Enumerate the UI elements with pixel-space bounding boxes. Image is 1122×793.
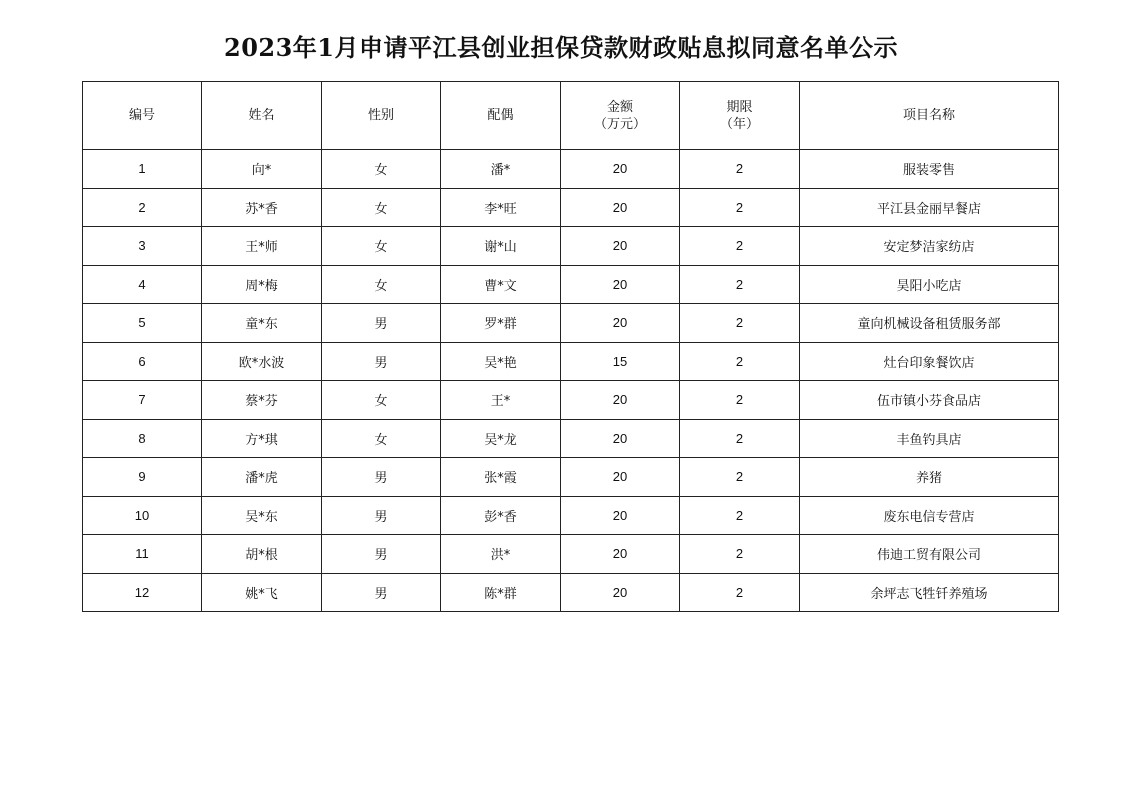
cell-gender: 男 xyxy=(322,573,441,612)
cell-term: 2 xyxy=(680,535,800,574)
cell-gender: 男 xyxy=(322,535,441,574)
header-amount-unit: （万元） xyxy=(593,116,646,132)
cell-term: 2 xyxy=(680,458,800,497)
header-project: 项目名称 xyxy=(800,82,1059,150)
cell-no: 6 xyxy=(83,342,202,381)
cell-no: 3 xyxy=(83,227,202,266)
cell-gender: 女 xyxy=(322,419,441,458)
cell-gender: 男 xyxy=(322,496,441,535)
cell-amount: 20 xyxy=(561,188,680,227)
cell-spouse: 彭*香 xyxy=(441,496,561,535)
cell-no: 2 xyxy=(83,188,202,227)
cell-amount: 20 xyxy=(561,381,680,420)
header-term-label: 期限 xyxy=(726,99,753,115)
cell-no: 11 xyxy=(83,535,202,574)
table-row xyxy=(83,496,1059,535)
cell-name: 姚*飞 xyxy=(202,573,322,612)
table-row xyxy=(83,535,1059,574)
cell-gender: 男 xyxy=(322,304,441,343)
applicant-table xyxy=(82,81,1059,612)
cell-gender: 女 xyxy=(322,381,441,420)
table-row xyxy=(83,188,1059,227)
cell-project: 丰鱼钓具店 xyxy=(800,419,1059,458)
cell-amount: 20 xyxy=(561,535,680,574)
cell-term: 2 xyxy=(680,342,800,381)
table-row xyxy=(83,381,1059,420)
table-row xyxy=(83,150,1059,189)
cell-spouse: 潘* xyxy=(441,150,561,189)
cell-spouse: 李*旺 xyxy=(441,188,561,227)
cell-term: 2 xyxy=(680,304,800,343)
table-row xyxy=(83,265,1059,304)
cell-no: 12 xyxy=(83,573,202,612)
cell-term: 2 xyxy=(680,265,800,304)
cell-project: 昊阳小吃店 xyxy=(800,265,1059,304)
cell-name: 胡*根 xyxy=(202,535,322,574)
cell-no: 1 xyxy=(83,150,202,189)
cell-gender: 女 xyxy=(322,150,441,189)
header-row xyxy=(83,82,1059,150)
cell-spouse: 吴*艳 xyxy=(441,342,561,381)
cell-term: 2 xyxy=(680,381,800,420)
cell-spouse: 谢*山 xyxy=(441,227,561,266)
cell-amount: 15 xyxy=(561,342,680,381)
table-body xyxy=(83,150,1059,612)
cell-spouse: 陈*群 xyxy=(441,573,561,612)
header-term xyxy=(680,82,800,150)
cell-amount: 20 xyxy=(561,496,680,535)
cell-project: 废东电信专营店 xyxy=(800,496,1059,535)
cell-no: 8 xyxy=(83,419,202,458)
cell-spouse: 吴*龙 xyxy=(441,419,561,458)
header-no: 编号 xyxy=(83,82,202,150)
cell-project: 平江县金丽早餐店 xyxy=(800,188,1059,227)
cell-term: 2 xyxy=(680,150,800,189)
cell-project: 童向机械设备租赁服务部 xyxy=(800,304,1059,343)
cell-name: 方*琪 xyxy=(202,419,322,458)
table-row xyxy=(83,458,1059,497)
cell-gender: 女 xyxy=(322,227,441,266)
cell-name: 蔡*芬 xyxy=(202,381,322,420)
header-amount-label: 金额 xyxy=(606,99,633,115)
header-term-unit: （年） xyxy=(719,116,759,132)
cell-project: 灶台印象餐饮店 xyxy=(800,342,1059,381)
cell-name: 苏*香 xyxy=(202,188,322,227)
cell-term: 2 xyxy=(680,419,800,458)
cell-no: 4 xyxy=(83,265,202,304)
table-row xyxy=(83,304,1059,343)
cell-gender: 女 xyxy=(322,188,441,227)
cell-name: 吴*东 xyxy=(202,496,322,535)
cell-term: 2 xyxy=(680,188,800,227)
cell-spouse: 王* xyxy=(441,381,561,420)
cell-name: 童*东 xyxy=(202,304,322,343)
table-row xyxy=(83,573,1059,612)
cell-spouse: 曹*文 xyxy=(441,265,561,304)
cell-amount: 20 xyxy=(561,458,680,497)
header-amount xyxy=(561,82,680,150)
cell-amount: 20 xyxy=(561,573,680,612)
cell-spouse: 罗*群 xyxy=(441,304,561,343)
cell-amount: 20 xyxy=(561,265,680,304)
cell-gender: 男 xyxy=(322,342,441,381)
cell-name: 向* xyxy=(202,150,322,189)
header-gender: 性别 xyxy=(322,82,441,150)
table-row xyxy=(83,419,1059,458)
header-spouse: 配偶 xyxy=(441,82,561,150)
table-row xyxy=(83,227,1059,266)
cell-term: 2 xyxy=(680,496,800,535)
cell-name: 王*师 xyxy=(202,227,322,266)
cell-amount: 20 xyxy=(561,304,680,343)
cell-term: 2 xyxy=(680,573,800,612)
cell-amount: 20 xyxy=(561,227,680,266)
cell-no: 9 xyxy=(83,458,202,497)
cell-project: 伟迪工贸有限公司 xyxy=(800,535,1059,574)
cell-project: 安定梦洁家纺店 xyxy=(800,227,1059,266)
cell-spouse: 张*霞 xyxy=(441,458,561,497)
cell-spouse: 洪* xyxy=(441,535,561,574)
header-name: 姓名 xyxy=(202,82,322,150)
cell-name: 周*梅 xyxy=(202,265,322,304)
cell-gender: 男 xyxy=(322,458,441,497)
cell-project: 伍市镇小芬食品店 xyxy=(800,381,1059,420)
table-row xyxy=(83,342,1059,381)
cell-gender: 女 xyxy=(322,265,441,304)
cell-no: 10 xyxy=(83,496,202,535)
document-title: 2023年1月申请平江县创业担保贷款财政贴息拟同意名单公示 xyxy=(224,33,898,62)
cell-name: 潘*虎 xyxy=(202,458,322,497)
cell-no: 7 xyxy=(83,381,202,420)
cell-project: 余坪志飞牲钎养殖场 xyxy=(800,573,1059,612)
cell-name: 欧*水波 xyxy=(202,342,322,381)
cell-no: 5 xyxy=(83,304,202,343)
cell-amount: 20 xyxy=(561,419,680,458)
cell-term: 2 xyxy=(680,227,800,266)
cell-amount: 20 xyxy=(561,150,680,189)
cell-project: 服装零售 xyxy=(800,150,1059,189)
cell-project: 养猪 xyxy=(800,458,1059,497)
